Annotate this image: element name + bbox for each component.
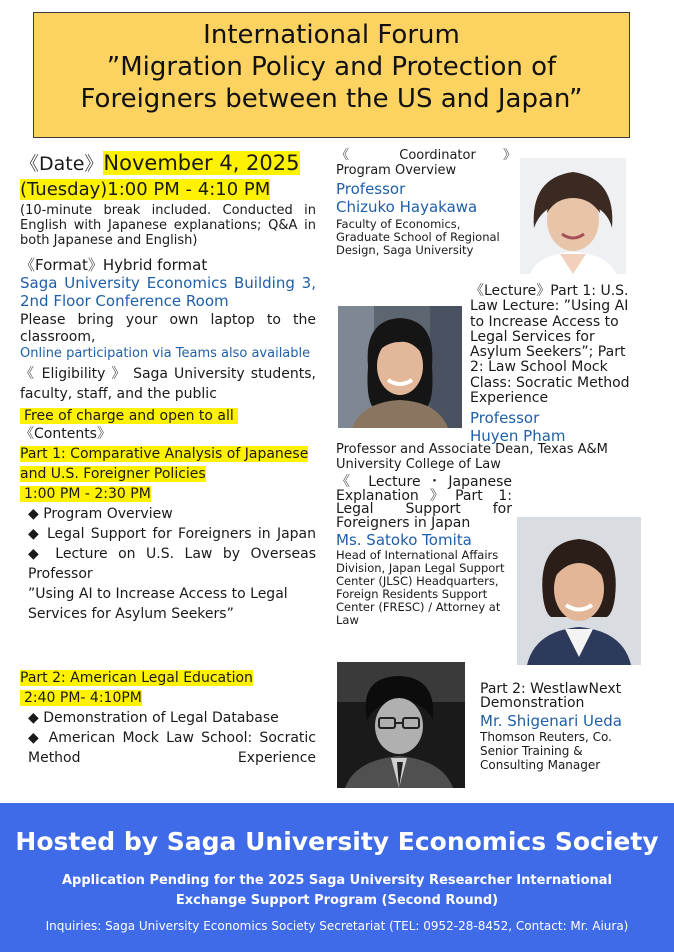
title-line-3: Foreigners between the US and Japan”: [80, 84, 583, 114]
title-line-2: ”Migration Policy and Protection of: [106, 52, 557, 82]
japanese-lecture-section: [336, 476, 512, 627]
part2-time: 2:40 PM- 4:10PM: [20, 690, 142, 706]
coordinator-title: Professor: [336, 180, 406, 198]
host-line: Hosted by Saga University Economics Society: [15, 827, 659, 856]
demonstrator-name: Mr. Shigenari Ueda: [480, 712, 622, 730]
lecturer-name: Huyen Pham: [470, 427, 566, 446]
lecturer-affiliation: Professor and Associate Dean, Texas A&M University College of Law: [336, 442, 608, 472]
free-note: Free of charge and open to all: [20, 408, 238, 424]
eligibility-text: 《 Eligibility 》 Saga University students, faculty, staff, and the public: [20, 366, 316, 402]
demo-text: Part 2: WestlawNext Demonstration: [480, 681, 622, 711]
lecture-text: 《Lecture》Part 1: U.S. Law Lecture: ”Using AI to Increase Access to Legal Services for Asylum Seekers”; Part 2: Law School Mock Class: Socratic Method Experience: [470, 283, 630, 407]
title-line-1: International Forum: [203, 20, 460, 50]
part1-item: ◆ Program Overview: [28, 506, 173, 522]
date-note: (10-minute break included. Conducted in English with Japanese explanations; Q&A in both Japanese and English): [20, 203, 316, 248]
date-time: (Tuesday)1:00 PM - 4:10 PM: [20, 179, 271, 200]
demo-section: [480, 682, 650, 772]
lecturer-title: Professor: [470, 409, 540, 428]
demonstrator-photo: [337, 662, 465, 788]
part1-item: ◆ Lecture on U.S. Law by Overseas Professor: [28, 546, 316, 582]
contents-label: 《Contents》: [20, 426, 111, 442]
japanese-lecturer-name: Ms. Satoko Tomita: [336, 531, 472, 549]
application-line: Application Pending for the 2025 Saga University Researcher International Exchange Support Program (Second Round): [62, 873, 612, 908]
coordinator-section: [336, 148, 516, 257]
part1-item-quote: ”Using AI to Increase Access to Legal Services for Asylum Seekers”: [28, 586, 288, 622]
part1-time: 1:00 PM - 2:30 PM: [20, 486, 151, 502]
part2-section: [20, 668, 316, 768]
laptop-note: Please bring your own laptop to the classroom,: [20, 312, 316, 345]
venue: Saga University Economics Building 3, 2nd Floor Conference Room: [20, 274, 316, 310]
japanese-lecture-text: 《 Lecture・Japanese Explanation》Part 1: Legal Support for Foreigners in Japan: [336, 474, 512, 531]
date-section: [20, 150, 316, 248]
coordinator-photo: [520, 158, 626, 274]
part2-item: ◆ American Mock Law School: Socratic Method Experience: [28, 730, 316, 766]
part1-item: ◆ Legal Support for Foreigners in Japan: [28, 526, 316, 542]
part2-item: ◆ Demonstration of Legal Database: [28, 710, 279, 726]
lecturer-photo: [338, 306, 462, 428]
japanese-lecturer-affiliation: Head of International Affairs Division, Japan Legal Support Center (JLSC) Headquarters, Foreign Residents Support Center (FRESC) / Attorney at Law: [336, 548, 505, 627]
format-section: [20, 256, 316, 361]
online-note: Online participation via Teams also available: [20, 346, 311, 361]
inquiries-line: Inquiries: Saga University Economics Society Secretariat (TEL: 0952-28-8452, Contact: Mr. Aiura): [45, 919, 629, 933]
lecture-section: [470, 284, 640, 445]
date-value: November 4, 2025: [103, 151, 300, 175]
coordinator-sub: Program Overview: [336, 163, 457, 178]
part2-title: Part 2: American Legal Education: [20, 670, 253, 686]
footer: [0, 803, 674, 952]
title-banner: [33, 12, 630, 138]
eligibility-section: [20, 364, 316, 425]
part1-title: Part 1: Comparative Analysis of Japanese and U.S. Foreigner Policies: [20, 446, 309, 482]
format-label: 《Format》Hybrid format: [20, 256, 208, 274]
demonstrator-affiliation: Thomson Reuters, Co. Senior Training & Consulting Manager: [480, 730, 612, 772]
date-label: 《Date》: [20, 153, 104, 175]
contents-section: [20, 424, 316, 624]
japanese-lecturer-photo: [517, 517, 641, 665]
coordinator-label: 《 Coordinator 》: [336, 148, 516, 163]
coordinator-affiliation: Faculty of Economics, Graduate School of Regional Design, Saga University: [336, 217, 500, 257]
coordinator-name: Chizuko Hayakawa: [336, 198, 478, 216]
